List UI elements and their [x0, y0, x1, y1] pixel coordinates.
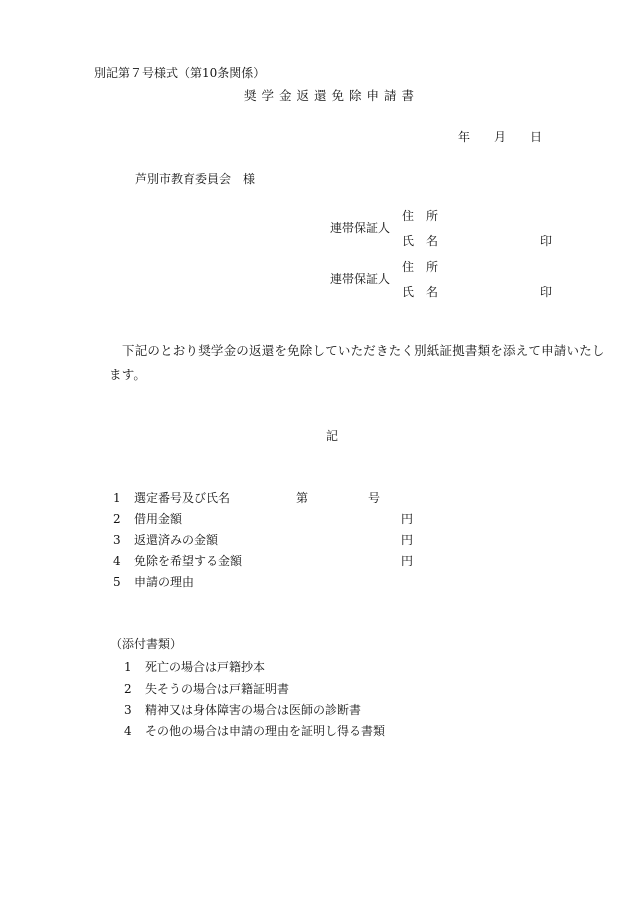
attachment-3-number: 3	[124, 703, 132, 717]
item-1-number: 1	[113, 491, 121, 505]
item-1-label: 選定番号及び氏名	[134, 491, 231, 505]
item-5-number: 5	[113, 575, 121, 589]
guarantor-1-seal: 印	[540, 234, 553, 248]
guarantor-2-role: 連帯保証人	[330, 272, 391, 286]
guarantor-1-role: 連帯保証人	[330, 221, 391, 235]
item-4-label: 免除を希望する金額	[134, 554, 243, 568]
item-3-unit: 円	[401, 533, 414, 547]
ki-heading: 記	[326, 429, 339, 443]
form-label: 別記第７号様式（第10条関係）	[94, 66, 266, 80]
item-1-gou: 号	[368, 491, 381, 505]
addressee: 芦別市教育委員会 様	[135, 172, 256, 186]
attachment-1-text: 死亡の場合は戸籍抄本	[145, 660, 266, 674]
guarantor-1-address-label: 住 所	[402, 209, 439, 223]
item-3-number: 3	[113, 533, 121, 547]
body-line-2: ます。	[109, 367, 147, 382]
guarantor-2-name-label: 氏 名	[402, 285, 439, 299]
document-title: 奨学金返還免除申請書	[244, 88, 420, 103]
attachment-3-text: 精神又は身体障害の場合は医師の診断書	[145, 703, 362, 717]
guarantor-2-seal: 印	[540, 285, 553, 299]
attachment-4-number: 4	[124, 724, 132, 738]
item-2-label: 借用金額	[134, 512, 183, 526]
date-day-label: 日	[530, 130, 543, 144]
body-line-1: 下記のとおり奨学金の返還を免除していただきたく別紙証拠書類を添えて申請いたし	[122, 343, 605, 358]
attachment-1-number: 1	[124, 660, 132, 674]
attachment-2-text: 失そうの場合は戸籍証明書	[145, 682, 290, 696]
attachment-4-text: その他の場合は申請の理由を証明し得る書類	[145, 724, 386, 738]
date-year-label: 年	[458, 130, 471, 144]
attachments-heading: （添付書類）	[110, 637, 183, 651]
item-2-number: 2	[113, 512, 121, 526]
item-4-unit: 円	[401, 554, 414, 568]
guarantor-1-name-label: 氏 名	[402, 234, 439, 248]
date-month-label: 月	[494, 130, 507, 144]
attachment-2-number: 2	[124, 682, 132, 696]
guarantor-2-address-label: 住 所	[402, 260, 439, 274]
item-1-dai: 第	[296, 491, 309, 505]
item-4-number: 4	[113, 554, 121, 568]
item-5-label: 申請の理由	[134, 575, 195, 589]
item-3-label: 返還済みの金額	[134, 533, 219, 547]
item-2-unit: 円	[401, 512, 414, 526]
